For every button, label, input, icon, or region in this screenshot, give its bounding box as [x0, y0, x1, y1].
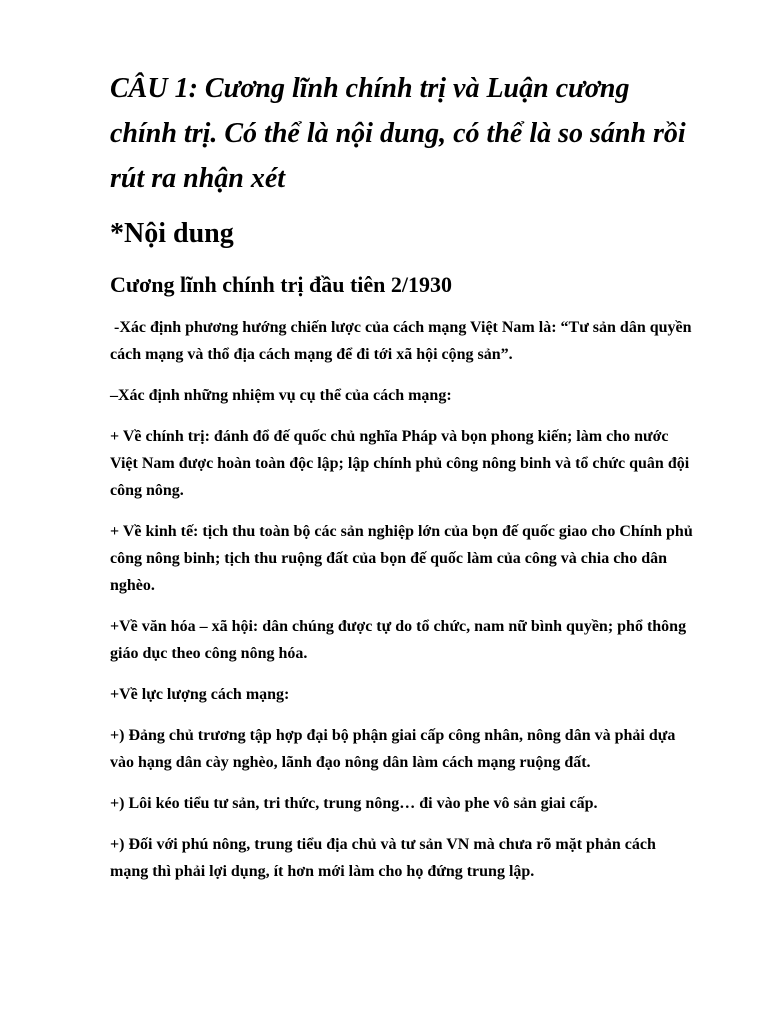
paragraph-forces-intro: +Về lực lượng cách mạng: [110, 686, 290, 703]
section-heading: *Nội dung [110, 218, 234, 249]
paragraph-economy: + Về kinh tế: tịch thu toàn bộ các sản nghiệp lớn của bọn đế quốc giao cho Chính phủ công nông binh; tịch thu ruộng đất của bọn đế quốc làm của công và chia cho dân nghèo. [110, 523, 697, 594]
paragraph-workers-peasants: +) Đảng chủ trương tập hợp đại bộ phận giai cấp công nhân, nông dân và phải dựa vào hạng dân cày nghèo, lãnh đạo nông dân làm cách mạng ruộng đất. [110, 727, 680, 771]
paragraph-tasks-intro: –Xác định những nhiệm vụ cụ thể của cách mạng: [110, 387, 452, 404]
subheading: Cương lĩnh chính trị đầu tiên 2/1930 [110, 272, 453, 297]
paragraph-strategy: -Xác định phương hướng chiến lược của cách mạng Việt Nam là: “Tư sản dân quyền cách mạng và thổ địa cách mạng để đi tới xã hội cộng sản”. [110, 319, 696, 363]
paragraph-culture-society: +Về văn hóa – xã hội: dân chúng được tự do tổ chức, nam nữ bình quyền; phổ thông giáo dục theo công nông hóa. [110, 618, 691, 662]
paragraph-politics: + Về chính trị: đánh đổ đế quốc chủ nghĩa Pháp và bọn phong kiến; làm cho nước Việt Nam được hoàn toàn độc lập; lập chính phủ công nông binh và tổ chức quân đội công nông. [110, 428, 694, 499]
paragraph-petty-bourgeois: +) Lôi kéo tiểu tư sản, tri thức, trung nông… đi vào phe vô sản giai cấp. [110, 795, 598, 812]
document-title: CÂU 1: Cương lĩnh chính trị và Luận cương chính trị. Có thể là nội dung, có thể là so sánh rồi rút ra nhận xét [110, 73, 686, 194]
paragraph-rich-peasants: +) Đối với phú nông, trung tiểu địa chủ và tư sản VN mà chưa rõ mặt phản cách mạng thì phải lợi dụng, ít hơn mới làm cho họ đứng trung lập. [110, 836, 660, 880]
